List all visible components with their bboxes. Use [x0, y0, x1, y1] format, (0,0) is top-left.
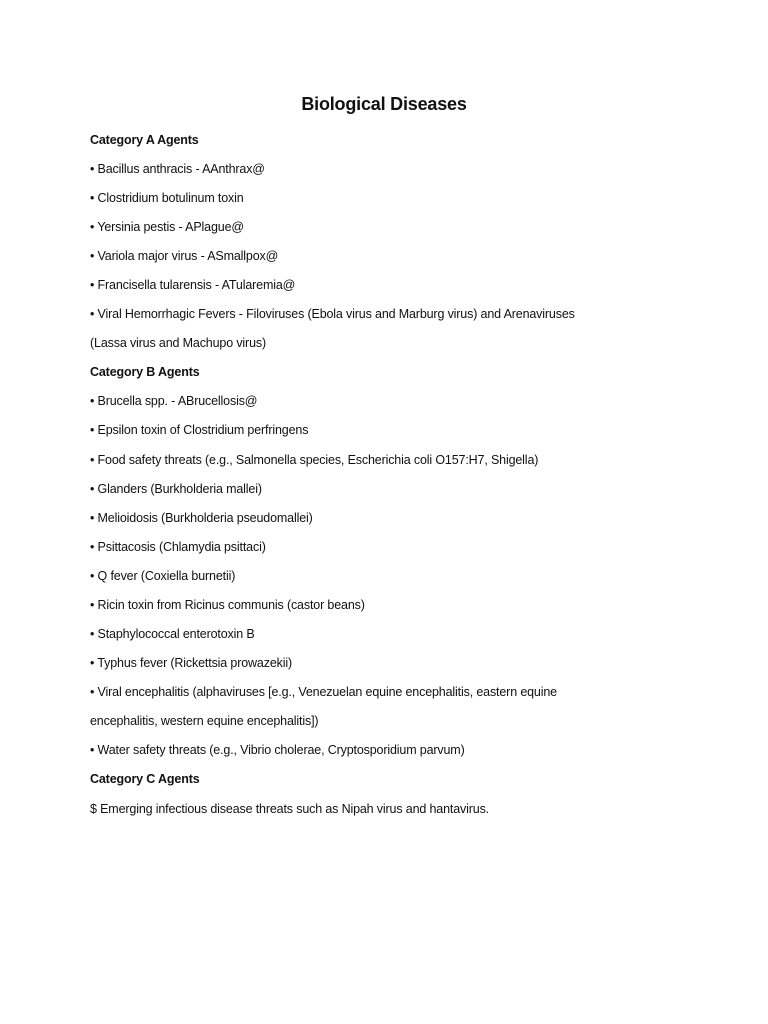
page-title: Biological Diseases — [301, 94, 467, 114]
category-a-heading: Category A Agents — [90, 133, 199, 147]
list-item: • Q fever (Coxiella burnetii) — [90, 569, 236, 583]
list-item: • Variola major virus - ASmallpox@ — [90, 249, 279, 263]
list-item: • Epsilon toxin of Clostridium perfringens — [90, 423, 309, 437]
category-c-heading: Category C Agents — [90, 772, 200, 786]
list-item: • Clostridium botulinum toxin — [90, 191, 244, 205]
list-item: • Psittacosis (Chlamydia psittaci) — [90, 540, 266, 554]
list-item: • Food safety threats (e.g., Salmonella species, Escherichia coli O157:H7, Shigella) — [90, 453, 539, 467]
list-item-continuation: encephalitis, western equine encephalitis]) — [90, 714, 319, 728]
list-item-continuation: (Lassa virus and Machupo virus) — [90, 336, 266, 350]
list-item: • Bacillus anthracis - AAnthrax@ — [90, 162, 265, 176]
list-item: • Ricin toxin from Ricinus communis (castor beans) — [90, 598, 365, 612]
list-item: • Water safety threats (e.g., Vibrio cholerae, Cryptosporidium parvum) — [90, 743, 465, 757]
list-item: $ Emerging infectious disease threats such as Nipah virus and hantavirus. — [90, 802, 489, 816]
list-item: • Viral encephalitis (alphaviruses [e.g., Venezuelan equine encephalitis, eastern equine — [90, 685, 557, 699]
list-item: • Francisella tularensis - ATularemia@ — [90, 278, 296, 292]
list-item: • Viral Hemorrhagic Fevers - Filoviruses (Ebola virus and Marburg virus) and Arenaviruses — [90, 307, 575, 321]
list-item: • Glanders (Burkholderia mallei) — [90, 482, 262, 496]
list-item: • Yersinia pestis - APlague@ — [90, 220, 244, 234]
list-item: • Staphylococcal enterotoxin B — [90, 627, 255, 641]
category-b-heading: Category B Agents — [90, 365, 200, 379]
list-item: • Brucella spp. - ABrucellosis@ — [90, 394, 258, 408]
list-item: • Melioidosis (Burkholderia pseudomallei) — [90, 511, 313, 525]
list-item: • Typhus fever (Rickettsia prowazekii) — [90, 656, 292, 670]
